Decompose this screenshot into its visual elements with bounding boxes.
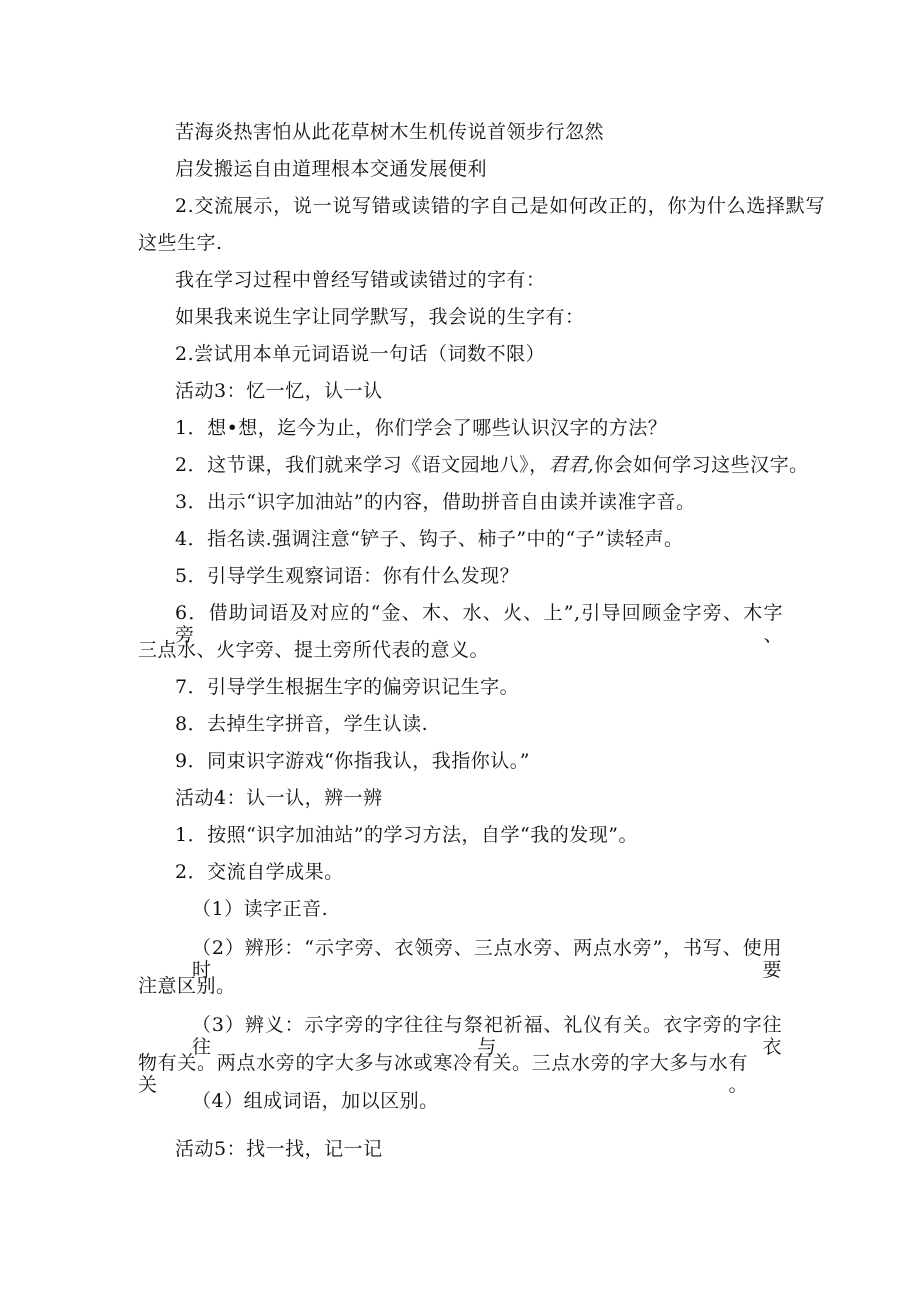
vocab-line-1: 苦海炎热害怕从此花草树木生机传说首领步行忽然 <box>175 121 605 143</box>
step-6-line-1: 6．借助词语及对应的“金、木、水、火、上”,引导回顾金字旁、木字旁、 <box>175 602 783 646</box>
step-1: 1．想•想，迄今为止，你们学会了哪些认识汉字的方法？ <box>175 417 668 439</box>
paragraph-exchange-line-1: 2.交流展示，说一说写错或读错的字自己是如何改正的，你为什么选择默写 <box>175 195 825 217</box>
sub-item-3-line-2: 物有关。两点水旁的字大多与冰或寒冷有关。三点水旁的字大多与水有关。 <box>138 1052 748 1096</box>
step-2 <box>175 454 809 476</box>
paragraph-dictation: 如果我来说生字让同学默写，我会说的生字有： <box>175 306 585 328</box>
step-9: 9．同束识字游戏“你指我认，我指你认。” <box>175 750 531 772</box>
paragraph-exchange-line-2: 这些生字. <box>138 232 223 254</box>
paragraph-mistakes: 我在学习过程中曾经写错或读错过的字有： <box>175 269 546 291</box>
step-3: 3．出示“识字加油站”的内容，借助拼音自由读并读准字音。 <box>175 491 696 513</box>
heading-activity-4: 活动4：认一认，辨一辨 <box>175 787 383 809</box>
step-6-line-2: 三点水、火字旁、提土旁所代表的意义。 <box>138 639 490 661</box>
sub-item-2-line-1: （2）辨形：“示字旁、衣领旁、三点水旁、两点水旁”，书写、使用时要 <box>192 937 782 981</box>
step-4: 4．指名读.强调注意“铲子、钩子、柿子”中的“子”读轻声。 <box>175 528 684 550</box>
step-2-part-2: 你会如何学习这些汉字。 <box>594 454 809 476</box>
step-7: 7．引导学生根据生字的偏旁识记生字。 <box>175 676 520 698</box>
step-2-part-1: 2．这节课，我们就来学习《语文园地八》， <box>175 454 549 476</box>
paragraph-sentence: 2.尝试用本单元词语说一句话（词数不限） <box>175 343 546 365</box>
sub-item-2-line-2: 注意区别。 <box>138 975 236 997</box>
vocab-line-2: 启发搬运自由道理根本交通发展便利 <box>175 158 488 180</box>
sub-item-1: （1）读字正音. <box>192 898 329 920</box>
sub-item-4: （4）组成词语，加以区别。 <box>192 1090 439 1112</box>
sub-item-3-line-1: （3）辨义：示字旁的字往往与祭祀祈福、礼仪有关。衣字旁的字往往与衣 <box>192 1014 782 1058</box>
activity-4-step-2: 2．交流自学成果。 <box>175 861 344 883</box>
activity-4-step-1: 1．按照“识字加油站”的学习方法，自学“我的发现”。 <box>175 824 638 846</box>
heading-activity-5: 活动5：找一找，记一记 <box>175 1138 383 1160</box>
heading-activity-3: 活动3：忆一忆，认一认 <box>175 380 383 402</box>
step-8: 8．去掉生字拼音，学生认读. <box>175 713 429 735</box>
step-2-italic: 君君, <box>548 454 595 476</box>
step-5: 5．引导学生观察词语：你有什么发现？ <box>175 565 520 587</box>
